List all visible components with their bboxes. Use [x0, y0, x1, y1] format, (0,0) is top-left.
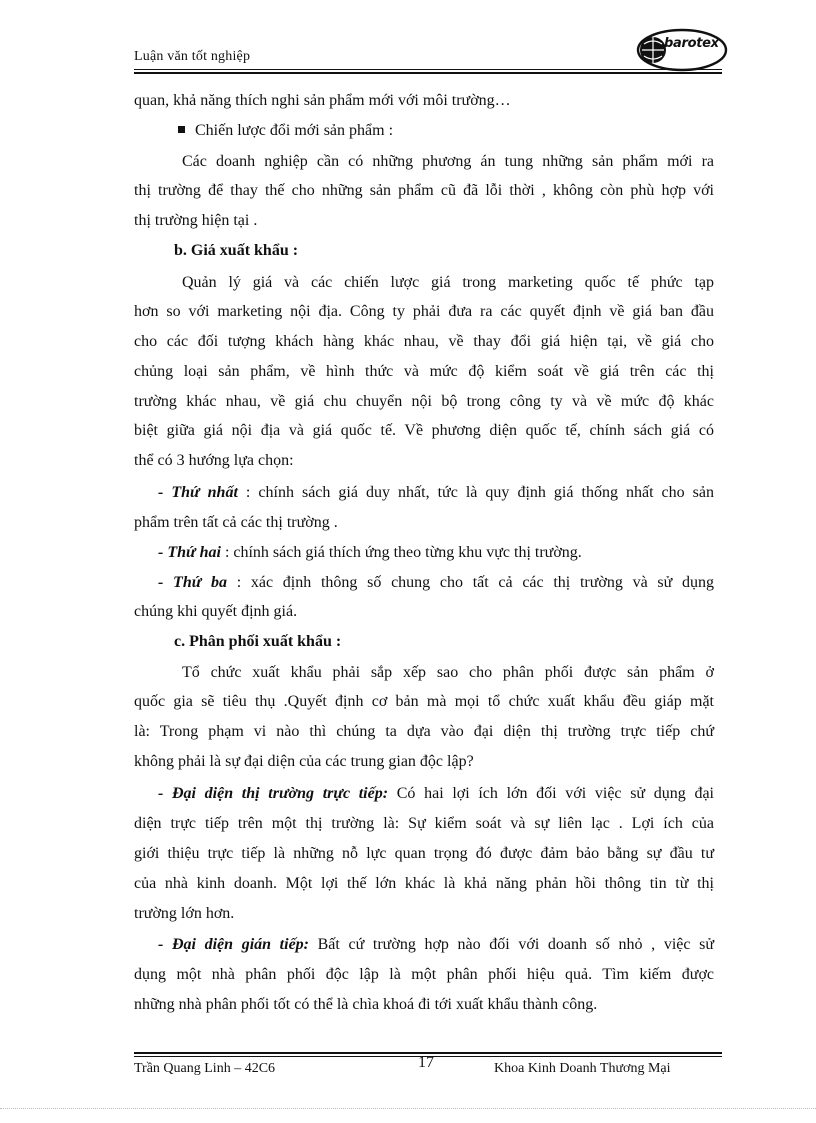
option-third — [134, 572, 714, 594]
header-divider-thick — [134, 72, 722, 74]
option-second — [134, 542, 714, 564]
paragraph-line: Các doanh nghiệp cần có những phương án tung những sản phẩm mới ra — [182, 153, 714, 170]
option-first — [134, 482, 714, 504]
option-text: : chính sách giá thích ứng theo từng khu vực thị trường. — [220, 544, 582, 561]
section-heading-c: c. Phân phối xuất khẩu : — [174, 633, 342, 650]
paragraph-line: phẩm trên tất cả các thị trường . — [134, 514, 338, 531]
logo-text: barotex — [664, 36, 719, 51]
footer-author: Trần Quang Linh – 42C6 — [134, 1061, 276, 1076]
option-text: : xác định thông số chung cho tất cả các thị trường và sử dụng — [227, 574, 714, 591]
paragraph-line: dụng một nhà phân phối độc lập là một phân phối hiệu quả. Tìm kiếm được — [134, 966, 714, 983]
bullet-text: Chiến lược đổi mới sản phẩm : — [195, 122, 394, 139]
paragraph-line: không phải là sự đại diện của các trung gian độc lập? — [134, 753, 474, 770]
option-label: - Thứ hai — [158, 544, 221, 561]
paragraph-line: Quản lý giá và các chiến lược giá trong marketing quốc tế phức tạp — [182, 274, 714, 291]
option-label: - Thứ nhất — [158, 484, 238, 501]
page-edge — [0, 1108, 816, 1109]
indirect-representation — [134, 934, 714, 956]
footer-faculty: Khoa Kinh Doanh Thương Mại — [494, 1061, 671, 1076]
paragraph-line: biệt giữa giá nội địa và giá quốc tế. Về phương diện quốc tế, chính sách giá có — [134, 422, 714, 439]
paragraph-line: trường lớn hơn. — [134, 905, 235, 922]
header-divider — [134, 69, 722, 70]
paragraph-line: là: Trong phạm vi nào thì chúng ta dựa vào đại diện thị trường trực tiếp chứ — [134, 723, 714, 740]
paragraph-line: quốc gia sẽ tiêu thụ .Quyết định cơ bản mà mọi tổ chức xuất khẩu đều giáp mặt — [134, 693, 714, 710]
paragraph-line: Tổ chức xuất khẩu phải sắp xếp sao cho phân phối được sản phẩm ở — [182, 664, 714, 681]
paragraph-line: trường khác nhau, về giá chu chuyển nội bộ trong công ty và về mức độ khác — [134, 393, 714, 410]
paragraph-line: hơn so với marketing nội địa. Công ty phải đưa ra các quyết định về giá ban đầu — [134, 303, 714, 320]
page-number: 17 — [418, 1054, 434, 1071]
bullet-item — [134, 120, 714, 142]
paragraph-line: cho các đối tượng khách hàng khác nhau, về thay đổi giá hiện tại, về giá cho — [134, 333, 714, 350]
term-text: Bất cứ trường hợp nào đối với doanh số nhỏ , việc sử — [309, 936, 715, 953]
paragraph-line: những nhà phân phối tốt có thể là chìa khoá đi tới xuất khẩu thành công. — [134, 996, 598, 1013]
paragraph-line: giới thiệu trực tiếp là những nỗ lực quan trọng đó được đảm bảo bằng sự đầu tư — [134, 845, 714, 862]
paragraph-line: thị trường để thay thế cho những sản phẩm cũ đã lỗi thời , không còn phù hợp với — [134, 182, 714, 199]
option-label: - Thứ ba — [158, 574, 228, 591]
term-label: - Đại diện gián tiếp: — [158, 936, 309, 953]
square-bullet-icon — [178, 126, 185, 133]
direct-representation — [134, 783, 714, 805]
paragraph-line: của nhà kinh doanh. Một lợi thế lớn khác là khả năng phản hồi thông tin từ thị — [134, 875, 714, 892]
paragraph-line: thể có 3 hướng lựa chọn: — [134, 452, 294, 469]
paragraph-line: chúng khi quyết định giá. — [134, 603, 298, 620]
paragraph-line: thị trường hiện tại . — [134, 212, 258, 229]
section-heading-b: b. Giá xuất khẩu : — [174, 242, 299, 259]
paragraph-line: diện trực tiếp trên một thị trường là: Sự kiểm soát và sự liên lạc . Lợi ích của — [134, 815, 714, 832]
paragraph-line: quan, khả năng thích nghi sản phẩm mới với môi trường… — [134, 92, 511, 109]
paragraph-line: chủng loại sản phẩm, về hình thức và mức độ kiểm soát về giá trên các thị — [134, 363, 714, 380]
term-label: - Đại diện thị trường trực tiếp: — [158, 785, 389, 802]
header-title: Luận văn tốt nghiệp — [134, 49, 251, 64]
option-text: : chính sách giá duy nhất, tức là quy định giá thống nhất cho sản — [237, 484, 714, 501]
term-text: Có hai lợi ích lớn đối với việc sử dụng đại — [388, 785, 715, 802]
